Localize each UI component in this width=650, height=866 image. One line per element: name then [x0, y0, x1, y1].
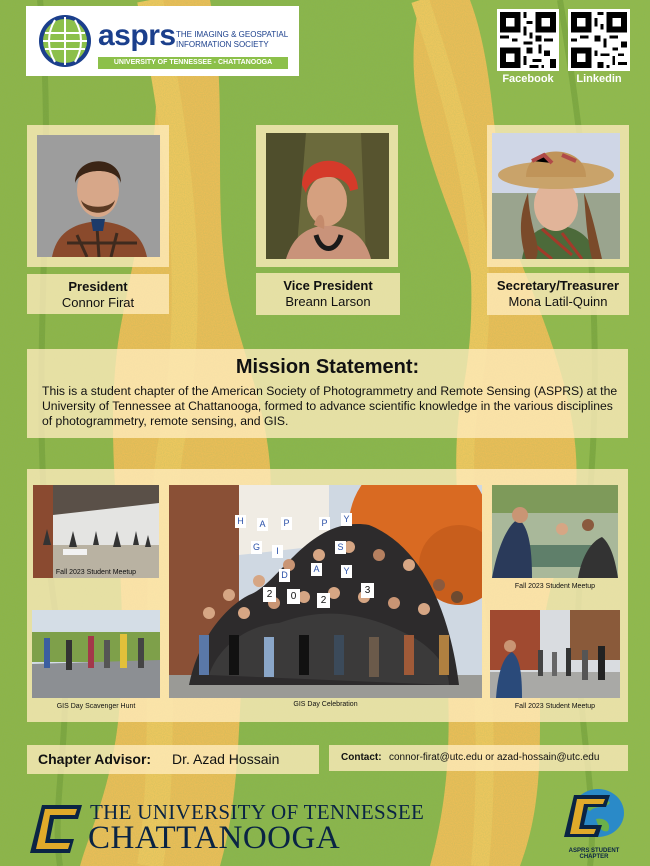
contact-label: Contact: — [341, 752, 382, 763]
officer-name: Connor Firat — [61, 295, 135, 310]
facebook-qr-code[interactable] — [497, 9, 559, 71]
fall-meetup-photo-top-right — [492, 485, 618, 578]
linkedin-qr-code[interactable] — [568, 9, 630, 71]
contact-emails[interactable]: connor-firat@utc.edu or azad-hossain@utc.edu — [389, 752, 600, 763]
fall-meetup-photo-bottom-right — [490, 610, 620, 698]
president-photo — [37, 135, 160, 257]
sign-letter: 2 — [263, 587, 276, 602]
chapter-advisor — [27, 745, 319, 774]
sign-letter: 3 — [361, 583, 374, 598]
utc-name-line2: CHATTANOOGA — [88, 820, 341, 856]
sign-letter: 0 — [287, 589, 300, 604]
caption-fall-meetup-top-right: Fall 2023 Student Meetup — [514, 583, 596, 590]
caption-gis-day-celebration: GIS Day Celebration — [293, 701, 358, 708]
caption-fall-meetup-left: Fall 2023 Student Meetup — [55, 569, 137, 576]
secretary-treasurer-label — [487, 273, 629, 315]
logo-chapter: UNIVERSITY OF TENNESSEE - CHATTANOOGA — [113, 59, 273, 66]
mission-statement — [27, 349, 628, 438]
qr-code-icon — [568, 9, 630, 71]
sign-letter: A — [311, 563, 322, 576]
utc-power-c-icon — [28, 803, 84, 855]
sign-letter: P — [319, 517, 330, 530]
sign-letter: Y — [341, 513, 352, 526]
logo-brand: asprs — [98, 19, 176, 52]
caption-scavenger-hunt: GIS Day Scavenger Hunt — [56, 703, 136, 710]
logo-chapter-bar — [98, 57, 288, 69]
logo-line1: THE IMAGING & GEOSPATIAL — [176, 30, 289, 39]
sign-letter: A — [257, 518, 268, 531]
sign-letter: Y — [341, 565, 352, 578]
utc-name-line1: THE UNIVERSITY OF TENNESSEE — [90, 800, 425, 824]
contact-box — [329, 745, 628, 771]
gis-day-sign-letters — [169, 485, 482, 698]
secretary-treasurer-photo — [492, 133, 620, 259]
fall-meetup-photo-left — [33, 485, 159, 578]
sign-letter: G — [252, 542, 260, 552]
sign-letter: S — [335, 541, 346, 554]
vice-president-label — [256, 273, 400, 315]
vice-president-photo — [266, 133, 389, 259]
officer-role: Vice President — [283, 278, 373, 293]
linkedin-label[interactable]: Linkedin — [576, 73, 622, 85]
sign-letter: I — [272, 545, 283, 558]
sign-letter: D — [279, 569, 290, 582]
officer-role: Secretary/Treasurer — [496, 278, 620, 293]
asprs-student-chapter-badge — [556, 787, 632, 860]
mission-title: Mission Statement: — [235, 356, 420, 378]
facebook-label[interactable]: Facebook — [502, 73, 554, 85]
officer-name: Breann Larson — [285, 294, 371, 309]
sign-letter: P — [281, 517, 292, 530]
asprs-logo — [26, 6, 299, 76]
officer-role: President — [68, 279, 128, 294]
president-label — [27, 274, 169, 314]
advisor-label: Chapter Advisor: — [38, 751, 152, 767]
sign-letter: 2 — [317, 593, 330, 608]
sign-letter: H — [235, 515, 246, 528]
caption-fall-meetup-bottom-right: Fall 2023 Student Meetup — [514, 703, 596, 710]
logo-line2: INFORMATION SOCIETY — [176, 40, 269, 49]
globe-c-icon — [560, 787, 630, 845]
scavenger-hunt-photo — [32, 610, 160, 698]
mission-text: This is a student chapter of the American Society of Photogrammetry and Remote Sensing (ASPRS) at the University of Tennessee at Chattanooga, formed to advance scientific knowledge in the various disciplines of photogrammetry, remote sensing, and GIS. — [42, 384, 618, 428]
advisor-name: Dr. Azad Hossain — [172, 751, 280, 767]
globe-icon — [37, 13, 93, 69]
badge-label: ASPRS STUDENT CHAPTER — [568, 848, 620, 860]
qr-code-icon — [497, 9, 559, 71]
officer-name: Mona Latil-Quinn — [508, 294, 608, 309]
